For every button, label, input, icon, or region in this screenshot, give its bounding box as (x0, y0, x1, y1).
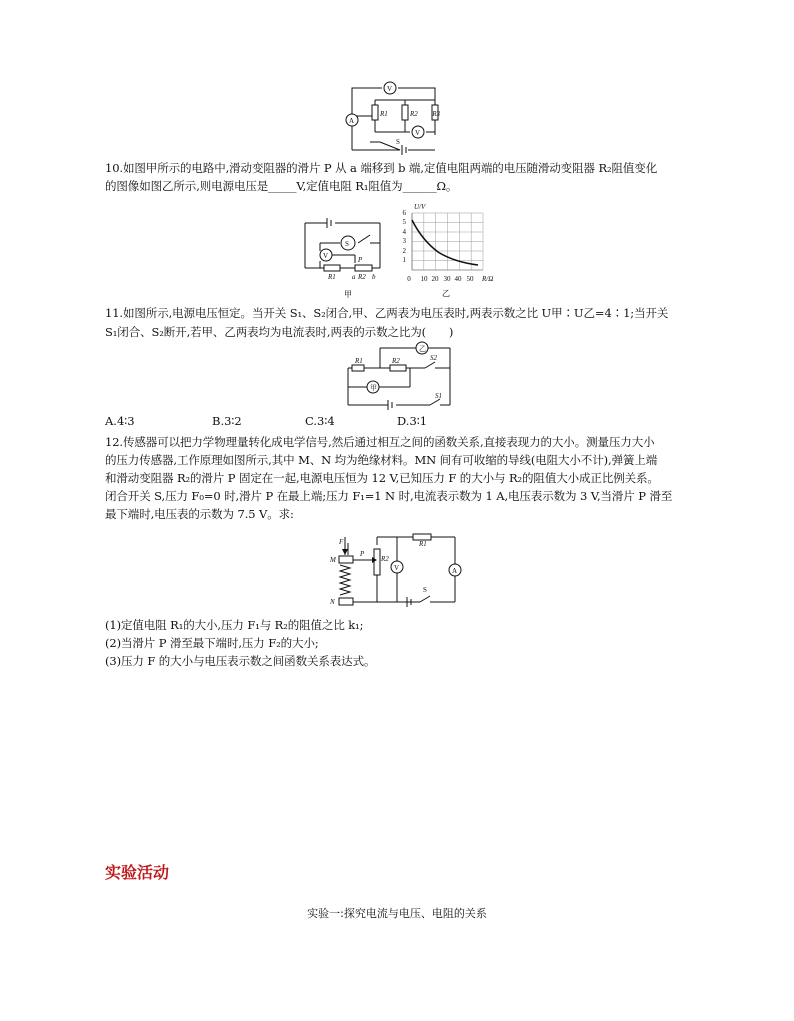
svg-text:F: F (339, 538, 344, 546)
y-tick: 5 (402, 218, 406, 226)
y-tick: 2 (402, 247, 406, 255)
option-d: D.3∶1 (397, 414, 428, 428)
svg-text:V: V (394, 564, 400, 572)
x-tick: 30 (443, 275, 451, 283)
svg-text:R1: R1 (328, 273, 336, 281)
x-tick: 20 (431, 275, 439, 283)
svg-text:S: S (345, 240, 349, 248)
svg-text:R1: R1 (355, 357, 363, 365)
svg-text:S1: S1 (435, 392, 442, 400)
y-tick: 6 (402, 209, 406, 217)
experiment-title: 实验一:探究电流与电压、电阻的关系 (307, 907, 487, 920)
q11-line1: 11.如图所示,电源电压恒定。当开关 S₁、S₂闭合,甲、乙两表为电压表时,两表示数之比 U甲∶U乙=4∶1;当开关 (105, 306, 669, 320)
q12-line5: 最下端时,电压表的示数为 7.5 V。求: (105, 507, 294, 521)
svg-text:a: a (352, 273, 356, 281)
x-tick: 10 (420, 275, 428, 283)
svg-text:S: S (396, 138, 400, 146)
y-tick: 1 (402, 256, 406, 264)
svg-text:N: N (330, 598, 335, 606)
option-b: B.3∶2 (212, 414, 242, 428)
x-tick: 0 (407, 275, 411, 283)
svg-text:V: V (387, 85, 393, 93)
svg-text:R3: R3 (432, 110, 440, 118)
svg-text:R2: R2 (381, 555, 389, 563)
graph-figure-q10-yi (398, 198, 508, 303)
svg-text:M: M (330, 556, 336, 564)
svg-text:P: P (360, 550, 365, 558)
svg-text:V: V (415, 129, 421, 137)
q11-line2: S₁闭合、S₂断开,若甲、乙两表均为电流表时,两表的示数之比为( ) (105, 325, 454, 339)
y-tick: 3 (402, 237, 406, 245)
circuit-figure-q10-jia (300, 213, 390, 301)
q12-sub1: (1)定值电阻 R₁的大小,压力 F₁与 R₂的阻值之比 k₁; (105, 618, 364, 632)
svg-text:R1: R1 (419, 540, 427, 548)
x-tick: 50 (466, 275, 474, 283)
section-title: 实验活动 (105, 863, 170, 882)
svg-text:R1: R1 (380, 110, 388, 118)
q10-fig-jia-label: 甲 (344, 290, 352, 299)
y-axis-label: U/V (414, 203, 426, 211)
svg-text:R2: R2 (358, 273, 366, 281)
q12-line1: 12.传感器可以把力学物理量转化成电学信号,然后通过相互之间的函数关系,直接表现力的大小。测量压力大小 (105, 435, 655, 449)
y-tick: 4 (402, 228, 406, 236)
x-tick: 40 (454, 275, 462, 283)
q12-line3: 和滑动变阻器 R₂的滑片 P 固定在一起,电源电压恒为 12 V,已知压力 F 的大小与 R₂的阻值大小成正比例关系。 (105, 471, 659, 485)
svg-text:S: S (423, 586, 427, 594)
q12-line4: 闭合开关 S,压力 F₀=0 时,滑片 P 在最上端;压力 F₁=1 N 时,电流表示数为 1 A,电压表示数为 3 V,当滑片 P 滑至 (105, 489, 673, 503)
sensor-circuit-figure-q12 (325, 527, 465, 609)
x-axis-label: R/Ω (482, 275, 494, 283)
svg-text:A: A (349, 117, 355, 125)
q12-sub3: (3)压力 F 的大小与电压表示数之间函数关系表达式。 (105, 654, 376, 668)
option-a: A.4∶3 (105, 414, 135, 428)
q12-line2: 的压力传感器,工作原理如图所示,其中 M、N 均为绝缘材料。MN 间有可收缩的导线(电阻大小不计),弹簧上端 (105, 453, 658, 467)
svg-text:V: V (323, 252, 329, 260)
svg-text:S2: S2 (430, 354, 437, 362)
svg-text:乙: 乙 (419, 345, 426, 353)
q10-line2: 的图像如图乙所示,则电源电压是_____V,定值电阻 R₁阻值为______Ω。 (105, 179, 458, 193)
option-c: C.3∶4 (305, 414, 335, 428)
q10-line1: 10.如图甲所示的电路中,滑动变阻器的滑片 P 从 a 端移到 b 端,定值电阻两端的电压随滑动变阻器 R₂阻值变化 (105, 161, 658, 175)
circuit-figure-q9 (340, 80, 440, 160)
circuit-figure-q11 (340, 340, 458, 412)
svg-text:b: b (372, 273, 376, 281)
svg-text:R2: R2 (392, 357, 400, 365)
svg-text:甲: 甲 (370, 384, 377, 392)
q12-sub2: (2)当滑片 P 滑至最下端时,压力 F₂的大小; (105, 636, 319, 650)
svg-text:R2: R2 (410, 110, 418, 118)
svg-text:A: A (452, 567, 458, 575)
q10-fig-yi-label: 乙 (442, 289, 450, 298)
svg-text:P: P (358, 256, 363, 264)
